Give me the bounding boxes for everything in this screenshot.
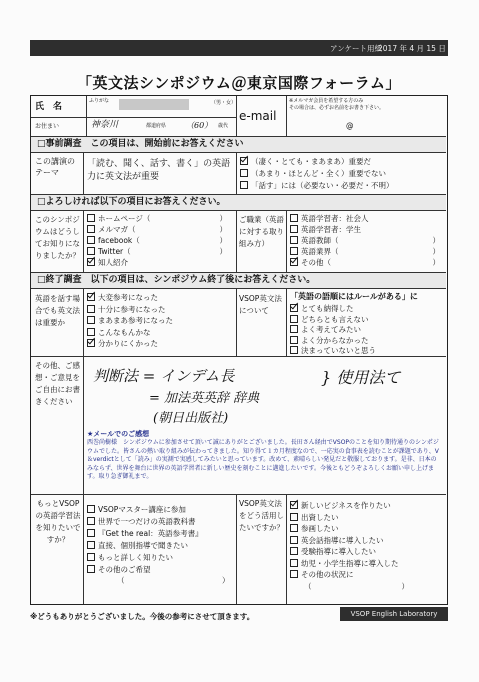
option-row[interactable] <box>87 516 227 528</box>
option-suffix: ） <box>219 236 227 245</box>
rules-question: VSOP英文法について <box>239 294 282 315</box>
option-row[interactable] <box>87 292 227 304</box>
address-label: お住まい <box>35 123 60 130</box>
option-label: 決まっていないと思う <box>301 346 376 355</box>
option-suffix: ） <box>219 214 227 223</box>
checkbox[interactable] <box>290 513 298 521</box>
checkbox[interactable] <box>87 553 95 561</box>
checkbox[interactable] <box>87 316 95 324</box>
checkbox[interactable] <box>87 529 95 537</box>
checkbox[interactable] <box>87 305 95 313</box>
handwriting-line-1: 判断法 = インデム長 <box>93 367 235 385</box>
option-suffix: ） <box>219 225 227 234</box>
email-at[interactable]: @ <box>346 121 354 130</box>
option-label: 英会話指導に導入したい <box>301 535 384 545</box>
name-redacted <box>119 99 189 110</box>
option-row[interactable] <box>87 552 227 564</box>
option-label: facebook（ <box>98 236 140 245</box>
survey-form <box>30 95 448 605</box>
option-suffix: ） <box>432 236 440 245</box>
checkbox[interactable] <box>290 547 298 555</box>
checkbox-checked[interactable] <box>290 258 298 266</box>
checkbox[interactable] <box>87 214 95 222</box>
checkbox-checked[interactable] <box>290 304 298 312</box>
option-row[interactable] <box>87 315 227 327</box>
option-row[interactable] <box>240 156 440 168</box>
option-label: その他の状況に <box>301 570 354 579</box>
option-row[interactable] <box>87 213 227 224</box>
checkbox[interactable] <box>87 236 95 244</box>
option-row[interactable] <box>87 540 227 552</box>
option-label: メルマガ（ <box>98 225 136 234</box>
checkbox[interactable] <box>87 517 95 525</box>
use-options <box>290 500 440 581</box>
option-label: どちらとも言えない <box>301 314 369 324</box>
source-question: このシンポジウムはどうしてお知りになりましたか？ <box>35 215 80 260</box>
theme-text: 「読む、聞く、話す、書く」の英語力に英文法が重要 <box>87 159 231 182</box>
option-row[interactable] <box>290 500 440 512</box>
option-label: VSOPマスター講座に参加 <box>98 505 186 514</box>
option-row[interactable] <box>290 235 440 246</box>
option-label: 「話す」には（必要ない・必要だ・不明） <box>251 181 394 190</box>
option-row[interactable] <box>290 558 440 570</box>
handwriting-line-2: = 加法英英辞 辞典 <box>149 391 260 406</box>
option-label: 直接、個別指導で聞きたい <box>98 541 188 550</box>
occupation-options <box>290 213 440 268</box>
address-value[interactable]: 神奈川 <box>91 120 119 130</box>
checkbox[interactable] <box>240 169 248 177</box>
option-label: 幼児・小学生指導に導入した <box>301 558 399 568</box>
option-row[interactable] <box>290 315 440 326</box>
checkbox[interactable] <box>290 325 298 333</box>
option-row[interactable] <box>290 257 440 268</box>
learn-more-options <box>87 504 227 576</box>
checkbox[interactable] <box>87 328 95 336</box>
option-label: その他（ <box>301 258 331 267</box>
option-row[interactable] <box>87 257 227 268</box>
option-label: 英語学習者：社会人 <box>301 214 369 223</box>
comments-label: その他、ご感想・ご意見をご自由にお書きください <box>35 361 80 406</box>
option-label: とても納得した <box>301 304 354 313</box>
handwriting-side-note: } 使用法て <box>321 368 401 387</box>
option-row[interactable] <box>290 213 440 224</box>
option-row[interactable] <box>290 224 440 235</box>
checkbox[interactable] <box>290 524 298 532</box>
option-label: 十分に参考になった <box>98 304 166 314</box>
section-post-survey: □終了調査 以下の項目は、シンポジウム終了後にお答えください。 <box>31 273 446 288</box>
form-date: 2017 年 4 月 15 日 <box>378 44 446 53</box>
footer-thanks: ※どうもありがとうございました。今後の参考にさせて頂きます。 <box>30 612 255 621</box>
option-row[interactable] <box>87 327 227 339</box>
option-label: （凄く・とても・まあまあ）重要だ <box>251 157 371 166</box>
checkbox[interactable] <box>87 505 95 513</box>
option-label: 新しいビジネスを作りたい <box>301 501 391 510</box>
option-row[interactable] <box>87 246 227 257</box>
option-label: ホームページ（ <box>98 214 151 223</box>
furigana-label: ふりがな <box>89 98 110 104</box>
option-row[interactable] <box>290 304 440 315</box>
header-bar <box>30 40 448 56</box>
checkbox-checked[interactable] <box>87 293 95 301</box>
section-pre-survey: □事前調査 この項目は、開始前にお答えください <box>31 137 446 152</box>
email-note-2: その場合は、必ずお名前をお書き下さい。 <box>289 105 385 111</box>
checkbox[interactable] <box>290 336 298 344</box>
age-label: 歳代 <box>218 123 229 129</box>
option-label: もっと詳しく知りたい <box>98 553 173 562</box>
learn-more-paren[interactable]: （ ） <box>117 576 230 585</box>
option-row[interactable] <box>87 304 227 316</box>
option-row[interactable] <box>87 528 227 540</box>
gender-field[interactable]: （男・女） <box>211 100 237 106</box>
mail-body: 西巻尚樹様 シンポジウムに参加させて頂いて誠にありがとございました。長田さん経由でVSOPのことを知り期待通りのシンポジウムでした。皆さんの熱い取り組みが伝わってきました。知り得て１カ月程度なので、一応実の食事表を読むことが課題であり、V＆verdictとして「読み」の実測で実感してみたいと思っています。改めて、素晴らしい発見だと敬服しております。是非、日本のみならず、世界を舞台に世界の英語学習者に新しい歴史を刻むことに邁進したいです。今後ともどうぞよろしくお願い申し上げます。取り急ぎ御礼まで。 <box>87 439 439 480</box>
option-label: よく考えてみたい <box>301 325 361 334</box>
usefulness-question: 英語を話す場合でも英文法は重要か <box>35 294 80 327</box>
rules-options <box>290 304 440 357</box>
checkbox-checked[interactable] <box>290 501 298 509</box>
checkbox-checked[interactable] <box>87 258 95 266</box>
option-suffix: ） <box>432 258 440 267</box>
option-label: 世界で一つだけの英語教科書 <box>98 517 196 526</box>
option-row[interactable] <box>290 523 440 535</box>
checkbox[interactable] <box>290 225 298 233</box>
option-row[interactable] <box>290 535 440 547</box>
checkbox[interactable] <box>290 236 298 244</box>
section-optional: □よろしければ以下の項目にお答えください。 <box>31 195 446 210</box>
option-row[interactable] <box>240 168 440 180</box>
option-label: よく分からなかった <box>301 335 369 345</box>
checkbox[interactable] <box>87 565 95 573</box>
checkbox-checked[interactable] <box>240 157 248 165</box>
option-row[interactable] <box>290 246 440 257</box>
checkbox[interactable] <box>290 536 298 544</box>
prefecture-label: 都道府県 <box>146 123 167 129</box>
rules-heading: 「英語の語順にはルールがある」に <box>290 292 418 301</box>
checkbox[interactable] <box>290 214 298 222</box>
source-options <box>87 213 227 268</box>
option-row[interactable] <box>87 564 227 576</box>
option-row[interactable] <box>290 512 440 524</box>
email-label: e-mail <box>239 109 277 123</box>
option-label: こんなもんかな <box>98 327 151 337</box>
checkbox[interactable] <box>240 181 248 189</box>
option-label: 知人紹介 <box>98 258 128 267</box>
option-row[interactable] <box>87 235 227 246</box>
page-title: 「英文法シンポジウム＠東京国際フォーラム」 <box>76 74 402 92</box>
option-label: 英語業界（ <box>301 247 339 256</box>
option-label: 分かりにくかった <box>98 339 158 348</box>
option-label: 出資したい <box>301 512 339 522</box>
checkbox-checked[interactable] <box>87 339 95 347</box>
footer-brand: VSOP English Laboratory <box>340 607 448 621</box>
mail-heading: ★メールでのご感想 <box>87 430 150 438</box>
theme-label: この講演のテーマ <box>35 157 75 177</box>
option-row[interactable] <box>290 336 440 347</box>
name-label: 氏 名 <box>35 102 63 112</box>
occupation-question: ご職業（英語に対する取り組み方） <box>239 215 284 248</box>
option-row[interactable] <box>290 546 440 558</box>
learn-more-question: もっとVSOPの英語学習法を知りたいですか？ <box>35 499 81 544</box>
usefulness-options <box>87 292 227 350</box>
checkbox[interactable] <box>87 225 95 233</box>
option-row[interactable] <box>240 180 440 192</box>
option-row[interactable] <box>290 325 440 336</box>
option-row[interactable] <box>87 338 227 350</box>
option-label: 英語教師（ <box>301 236 339 245</box>
option-row[interactable] <box>87 504 227 516</box>
option-label: Twitter（ <box>98 247 131 256</box>
use-paren[interactable]: （ ） <box>304 582 409 591</box>
option-label: その他のご希望 <box>98 565 151 574</box>
checkbox[interactable] <box>290 570 298 578</box>
option-label: （あまり・ほとんど・全く）重要でない <box>251 169 386 178</box>
option-row[interactable] <box>87 224 227 235</box>
email-note-1: ※メルマガ会員を希望する方のみ <box>289 98 364 104</box>
option-row[interactable] <box>290 569 440 581</box>
option-suffix: ） <box>219 247 227 256</box>
option-label: 参画したい <box>301 524 339 533</box>
option-label: 英語学習者：学生 <box>301 225 361 234</box>
option-label: 大変参考になった <box>98 293 158 302</box>
checkbox[interactable] <box>290 315 298 323</box>
theme-options <box>240 156 440 192</box>
checkbox[interactable] <box>290 346 298 354</box>
checkbox[interactable] <box>87 541 95 549</box>
age-value[interactable]: （60） <box>186 121 213 130</box>
option-label: 受験指導に導入したい <box>301 547 376 556</box>
option-row[interactable] <box>290 346 440 357</box>
option-label: 『Get the real：英語参考書』 <box>98 529 203 538</box>
handwriting-line-3: (朝日出版社) <box>153 411 229 426</box>
checkbox[interactable] <box>290 559 298 567</box>
option-label: まあまあ参考になった <box>98 316 173 325</box>
form-type: アンケート用紙 <box>330 44 383 53</box>
option-suffix: ） <box>432 247 440 256</box>
use-question: VSOP英文法をどう活用したいですか？ <box>239 499 284 532</box>
